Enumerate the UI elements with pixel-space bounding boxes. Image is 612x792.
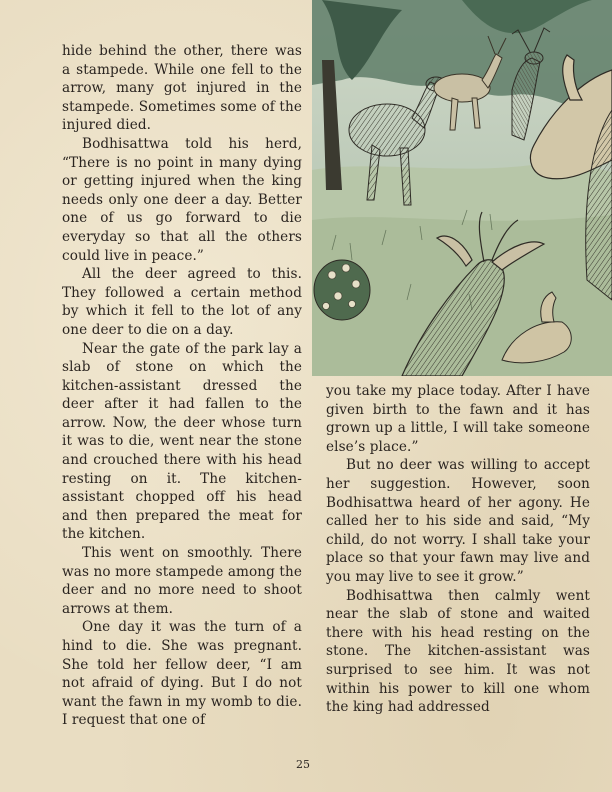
page-number: 25: [296, 758, 310, 771]
paragraph: All the deer agreed to this. They followed a certain method by which it fell to the lot of any one deer to die on a day.: [62, 266, 302, 338]
paragraph: Near the gate of the park lay a slab of stone on which the kitchen-assistant dressed the deer after it had fallen to the arrow. Now, the deer whose turn it was to die, went near the stone and crouched there with his head resting on it. The kitchen-assistant chopped off his head and then prepared the meat for the kitchen.: [62, 340, 302, 543]
paragraph: One day it was the turn of a hind to die. She was pregnant. She told her fellow deer, “I am not afraid of dying. But I do not want the fawn in my womb to die. I request that one of: [62, 619, 302, 729]
paragraph: But no deer was willing to accept her suggestion. However, soon Bodhisattwa heard of her agony. He called her to his side and said, “My child, do not worry. I shall take your place so that your fawn may live and you may live to see it grow.”: [326, 457, 590, 585]
deer-herd-illustration: [312, 0, 612, 376]
right-text-column: [326, 382, 590, 717]
left-text-column: [62, 42, 302, 730]
paragraph: you take my place today. After I have given birth to the fawn and it has grown up a little, I will take someone else’s place.”: [326, 383, 590, 455]
paragraph: Bodhisattwa then calmly went near the slab of stone and waited there with his head resting on the stone. The kitchen-assistant was surprised to see him. It was not within his power to kill one whom the king had addressed: [326, 587, 590, 716]
paragraph: hide behind the other, there was a stampede. While one fell to the arrow, many got injured in the stampede. Sometimes some of the injured died.: [62, 43, 302, 134]
paragraph: This went on smoothly. There was no more stampede among the deer and no more need to shoot arrows at them.: [62, 545, 302, 617]
paragraph: Bodhisattwa told his herd, “There is no point in many dying or getting injured when the king needs only one deer a day. Better one of us go forward to die everyday so that all the others could live in peace.”: [62, 135, 302, 264]
